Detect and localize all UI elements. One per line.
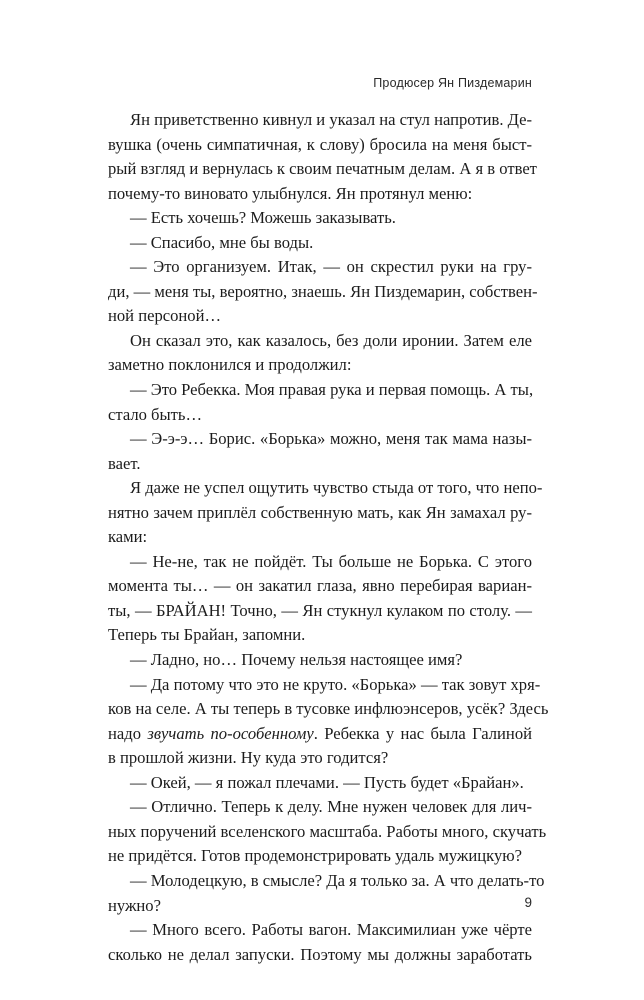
text-line: заметно поклонился и продолжил: xyxy=(108,355,352,375)
text-line: — Есть хочешь? Можешь заказывать. xyxy=(130,208,396,228)
text-line: Ян приветственно кивнул и указал на стул напротив. Де- xyxy=(130,110,533,129)
page-number: 9 xyxy=(524,895,532,910)
text-line: стало быть… xyxy=(108,404,203,424)
text-line: сколько не делал запуски. Поэтому мы должны заработать xyxy=(108,944,532,964)
text-line: Я даже не успел ощутить чувство стыда от того, что непо- xyxy=(130,478,543,498)
text-line: — Молодецкую, в смысле? Да я только за. А что делать-то xyxy=(130,870,545,890)
text-line: в прошлой жизни. Ну куда это годится? xyxy=(108,748,389,768)
text-line: — Это организуем. Итак, — он скрестил руки на гру- xyxy=(130,257,532,277)
text-line: — Не-не, так не пойдёт. Ты больше не Борька. С этого xyxy=(130,551,532,571)
text-line: момента ты… — он закатил глаза, явно перебирая вариан- xyxy=(108,576,532,596)
text-line: почему-то виновато улыбнулся. Ян протянул меню: xyxy=(108,183,473,203)
text-line: — Ладно, но… Почему нельзя настоящее имя? xyxy=(130,650,463,670)
text-line: рый взгляд и вернулась к своим печатным делам. А я в ответ xyxy=(108,159,537,179)
text-line: нятно зачем приплёл собственную мать, как Ян замахал ру- xyxy=(108,502,532,522)
text-line: нужно? xyxy=(108,895,161,915)
text-line: — Много всего. Работы вагон. Максимилиан уже чёрте xyxy=(130,920,532,940)
text-line-italic: звучать по-особенному xyxy=(147,723,314,743)
text-line: — Да потому что это не круто. «Борька» — так зовут хря- xyxy=(130,674,541,694)
text-line xyxy=(108,722,532,747)
text-line: — Э-э-э… Борис. «Борька» можно, меня так мама назы- xyxy=(130,429,532,449)
text-line: не придётся. Готов продемонстрировать удаль мужицкую? xyxy=(108,846,523,866)
text-line: — Отлично. Теперь к делу. Мне нужен человек для лич- xyxy=(130,797,532,817)
text-line: ной персоной… xyxy=(108,306,222,326)
text-line-part: надо xyxy=(108,723,148,743)
text-line: ди, — меня ты, вероятно, знаешь. Ян Пиздемарин, собствен- xyxy=(108,281,538,301)
text-line: — Спасибо, мне бы воды. xyxy=(130,232,314,252)
text-line-part: . Ребекка у нас была Галиной xyxy=(313,723,532,743)
running-head-title: Продюсер Ян Пиздемарин xyxy=(373,76,532,90)
text-line: вает. xyxy=(108,453,141,473)
text-line: ных поручений вселенского масштаба. Работы много, скучать xyxy=(108,821,547,841)
body-text xyxy=(108,108,549,967)
text-line: ты, — БРАЙАН! Точно, — Ян стукнул кулаком по столу. — xyxy=(108,600,532,620)
text-line: ков на селе. А ты теперь в тусовке инфлюэнсеров, усёк? Здесь xyxy=(108,699,549,719)
text-line: вушка (очень симпатичная, к слову) бросила на меня быст- xyxy=(108,134,532,154)
text-line: ками: xyxy=(108,527,148,547)
text-line: Он сказал это, как казалось, без доли иронии. Затем еле xyxy=(130,330,532,350)
text-line: — Это Ребекка. Моя правая рука и первая помощь. А ты, xyxy=(130,380,534,400)
text-line: Теперь ты Брайан, запомни. xyxy=(108,625,306,645)
text-line: — Окей, — я пожал плечами. — Пусть будет «Брайан». xyxy=(130,772,524,792)
